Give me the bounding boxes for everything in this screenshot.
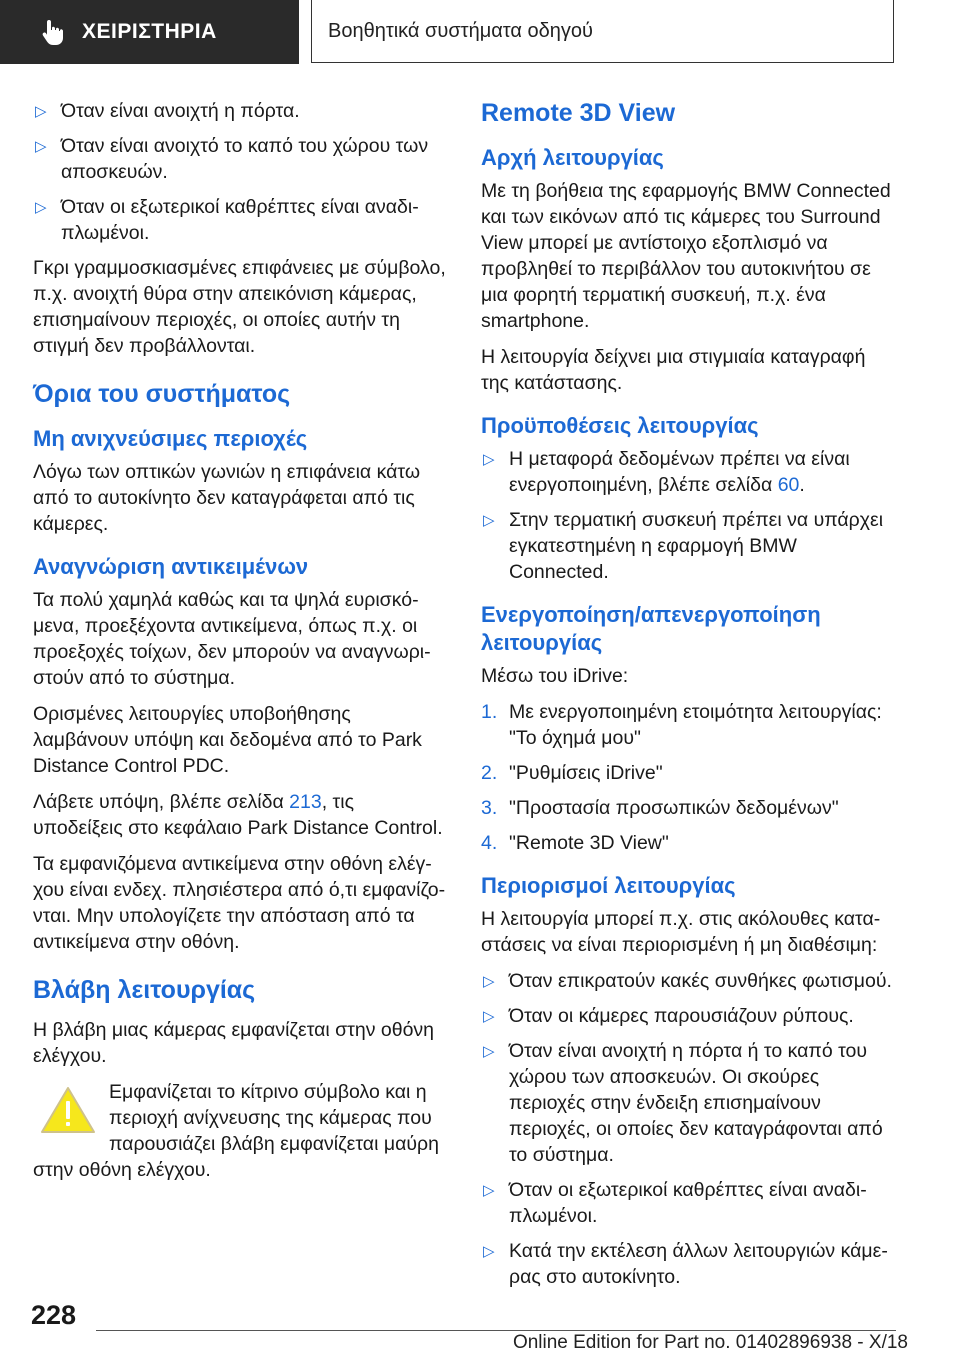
warning-note [33,1079,448,1183]
list-item: ▷ Όταν οι εξωτερικοί καθρέπτες είναι αναδιπλωμένοι. [483,1179,867,1227]
section-tab[interactable] [0,0,299,64]
list-item: ▷ Όταν οι εξωτερικοί καθρέπτες είναι αναδιπλωμένοι. [35,196,419,244]
chapter-title-box [311,0,894,63]
paragraph-principle-1: Με τη βοήθεια της εφαρμογής BMW Connected και των εικόνων από τις κάμερες του Surround View μπορεί με αντίστοιχο εξοπλισμό να προβληθεί το περιβάλλον του αυτοκινήτου σε μια φορητή τερματική συσκευή, π.χ. ένα smartphone. [481,180,891,332]
hand-pointer-icon [38,17,68,47]
list-item: ▷ Όταν είναι ανοιχτή η πόρτα. [33,98,448,124]
bullet-triangle-icon: ▷ [483,451,495,468]
list-item: ▷ Όταν οι κάμερες παρουσιάζουν ρύπους. [481,1003,896,1029]
paragraph-page-reference: Λάβετε υπόψη, βλέπε σελίδα 213, τις υποδείξεις στο κεφάλαιο Park Distance Control. [33,791,443,839]
page-link-60[interactable]: 60 [777,474,800,496]
paragraph-objects-3: Τα εμφανιζόμενα αντικείμενα στην οθόνη ελέγχου είναι ενδεχ. πλησιέστερα από ό,τι εμφανίζονται. Μην υπολογίζετε την απόσταση από τα αντικείμενα στην οθόνη. [33,853,446,953]
bullet-triangle-icon: ▷ [483,1043,495,1060]
paragraph-objects-2: Ορισμένες λειτουργίες υποβοήθησης λαμβάνουν υπόψη και δεδομένα από το Park Distance Control PDC. [33,703,422,777]
paragraph-hatched-areas: Γκρι γραμμοσκιασμένες επιφάνειες με σύμβολο, π.χ. ανοιχτή θύρα στην απεικόνιση κάμερας, επισημαίνουν περιοχές, οι οποίες αυτήν τη στιγμή δεν προβάλλονται. [33,257,446,357]
step-number: 4. [481,832,498,854]
paragraph-principle-2: Η λειτουργία δείχνει μια στιγμιαία καταγραφή της κατάστασης. [481,346,866,394]
list-item: ▷ Όταν είναι ανοιχτό το καπό του χώρου των αποσκευών. [35,135,429,183]
list-item: ▷ Η μεταφορά δεδομένων πρέπει να είναι ενεργοποιημένη, βλέπε σελίδα 60. [483,448,850,496]
bullet-triangle-icon: ▷ [35,103,47,120]
step-item: 4. "Remote 3D View" [481,832,669,854]
step-item: 1. Με ενεργοποιημένη ετοιμότητα λειτουργίας: "Το όχημά μου" [481,701,882,749]
bullet-triangle-icon: ▷ [35,138,47,155]
paragraph-warning: Εμφανίζεται το κίτρινο σύμβολο και η περιοχή ανίχνευσης της κάμερας που παρουσιάζει βλάβη εμφανίζεται μαύρη στην οθόνη ελέγχου. [33,1081,439,1181]
page-number: 228 [31,1300,77,1330]
step-item: 2. "Ρυθμίσεις iDrive" [481,762,663,784]
heading-remote-3d-view: Remote 3D View [481,99,676,127]
bullet-triangle-icon: ▷ [483,1008,495,1025]
heading-prerequisites: Προϋποθέσεις λειτουργίας [481,413,759,438]
list-item: ▷ Όταν είναι ανοιχτή η πόρτα ή το καπό του χώρου των αποσκευών. Οι σκούρες περιοχές στην ένδειξη επισημαίνουν περιοχές, οι οποίες δεν καταγράφονται από το σύστημα. [483,1040,883,1166]
footer-edition: Online Edition for Part no. 01402896938 - X/18 [512,1332,908,1353]
heading-malfunction: Βλάβη λειτουργίας [33,976,256,1004]
bullet-triangle-icon: ▷ [35,199,47,216]
page-link-213[interactable]: 213 [289,791,322,813]
warning-triangle-icon [39,1085,97,1135]
heading-system-limits: Όρια του συστήματος [33,380,291,408]
step-number: 1. [481,701,498,723]
paragraph-malfunction: Η βλάβη μιας κάμερας εμφανίζεται στην οθόνη ελέγχου. [33,1019,435,1067]
section-title: ΧΕΙΡΙΣΤΗΡΙΑ [82,20,217,43]
paragraph-objects-1: Τα πολύ χαμηλά καθώς και τα ψηλά ευρισκόμενα, προεξέχοντα αντικείμενα, όπως π.χ. οι προεξοχές τοίχων, δεν μπορούν να αναγνωριστούν από το σύστημα. [33,589,431,689]
step-number: 2. [481,762,498,784]
heading-principle: Αρχή λειτουργίας [481,145,664,170]
heading-blind-areas: Μη ανιχνεύσιμες περιοχές [33,426,308,451]
paragraph-via-idrive: Μέσω του iDrive: [481,665,629,687]
page-header [0,0,960,66]
step-number: 3. [481,797,498,819]
footer-divider [96,1330,896,1331]
bullet-triangle-icon: ▷ [483,512,495,529]
left-column [33,98,448,1193]
list-item: ▷ Στην τερματική συσκευή πρέπει να υπάρχει εγκατεστημένη η εφαρμογή BMW Connected. [483,509,884,583]
chapter-title: Βοηθητικά συστήματα οδηγού [328,19,593,42]
list-item: ▷ Όταν επικρατούν κακές συνθήκες φωτισμού. [481,968,896,994]
heading-restrictions: Περιορισμοί λειτουργίας [481,873,736,898]
heading-object-detection: Αναγνώριση αντικειμένων [33,554,309,579]
heading-activate-deactivate: Ενεργοποίηση/απενεργοποίηση λειτουργίας [481,602,821,655]
paragraph-blind-areas: Λόγω των οπτικών γωνιών η επιφάνεια κάτω από το αυτοκίνητο δεν καταγράφεται από τις κάμερες. [33,461,421,535]
bullet-triangle-icon: ▷ [483,1243,495,1260]
paragraph-restrictions: Η λειτουργία μπορεί π.χ. στις ακόλουθες καταστάσεις να είναι περιορισμένη ή μη διαθέσιμη: [481,908,881,956]
step-item: 3. "Προστασία προσωπικών δεδομένων" [481,797,839,819]
bullet-triangle-icon: ▷ [483,1182,495,1199]
list-item: ▷ Κατά την εκτέλεση άλλων λειτουργιών κάμερας στο αυτοκίνητο. [483,1240,888,1288]
right-column [481,98,896,1299]
bullet-triangle-icon: ▷ [483,973,495,990]
